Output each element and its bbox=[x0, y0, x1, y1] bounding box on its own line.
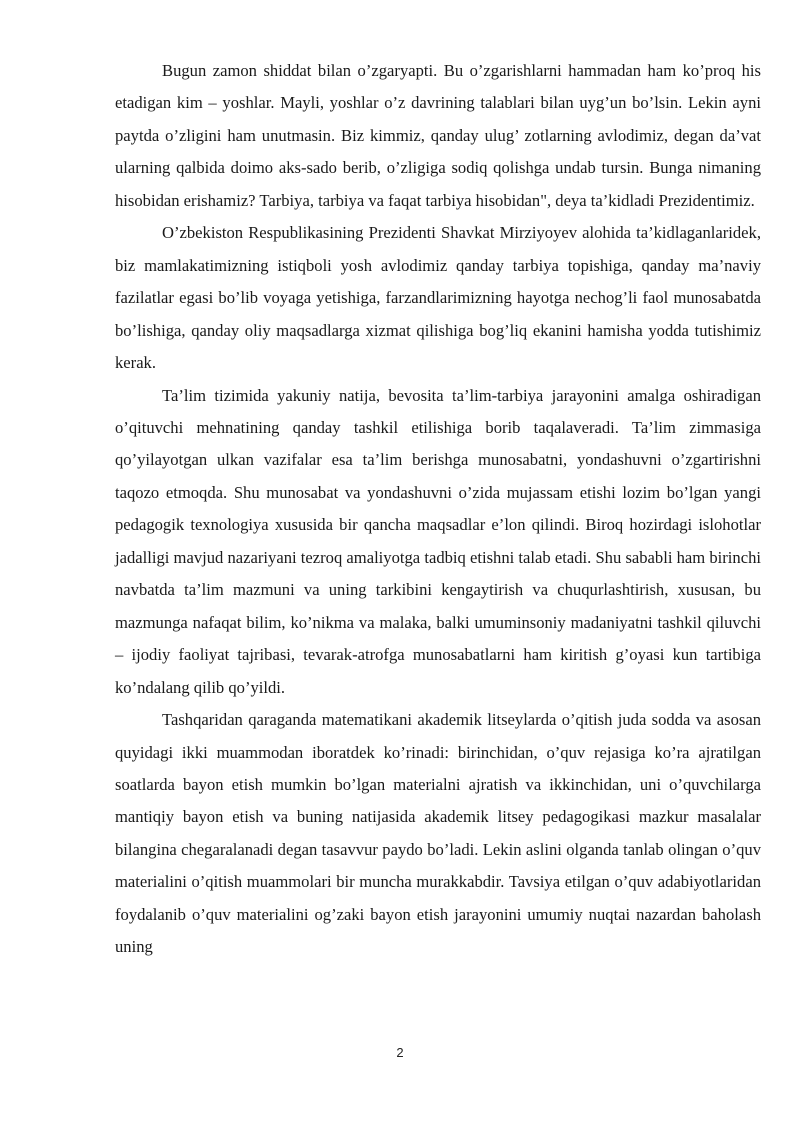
paragraph-3: Ta’lim tizimida yakuniy natija, bevosita ta’lim-tarbiya jarayonini amalga oshiradigan o’qituvchi mehnatining qanday tashkil etilishiga borib taqalaveradi. Ta’lim zimmasiga qo’yilayotgan ulkan vazifalar esa ta’lim berishga munosabatni, yondashuvni o’zgartirishni taqozo etmoqda. Shu munosabat va yondashuvni o’zida mujassam etishi lozim bo’lgan yangi pedagogik texnologiya xususida bir qancha maqsadlar e’lon qilindi. Biroq hozirdagi islohotlar jadalligi mavjud nazariyani tezroq amaliyotga tadbiq etishni talab etadi. Shu sababli ham birinchi navbatda ta’lim mazmuni va uning tarkibini kengaytirish va chuqurlashtirish, xususan, bu mazmunga nafaqat bilim, ko’nikma va malaka, balki umuminsoniy madaniyatni tashkil qiluvchi – ijodiy faoliyat tajribasi, tevarak-atrofga munosabatlarni ham kiritish g’oyasi kun tartibiga ko’ndalang qilib qo’yildi. bbox=[115, 385, 761, 697]
paragraph-4: Tashqaridan qaraganda matematikani akademik litseylarda o’qitish juda sodda va asosan quyidagi ikki muammodan iboratdek ko’rinadi: birinchidan, o’quv rejasiga ko’ra ajratilgan soatlarda bayon etish mumkin bo’lgan materialni ajratish va ikkinchidan, uni o’quvchilarga mantiqiy bayon etish va buning natijasida akademik litsey pedagogikasi mazkur masalalar bilangina chegaralanadi degan tasavvur paydo bo’ladi. Lekin aslini olganda tanlab olingan o’quv materialini o’qitish muammolari bir muncha murakkabdir. Tavsiya etilgan o’quv adabiyotlaridan foydalanib o’quv materialini og’zaki bayon etish jarayonini umumiy nuqtai nazardan baholash uning bbox=[115, 710, 761, 957]
paragraph-2: O’zbekiston Respublikasining Prezidenti Shavkat Mirziyoyev alohida ta’kidlaganlaridek, biz mamlakatimizning istiqboli yosh avlodimiz qanday tarbiya topishiga, qanday ma’naviy fazilatlar egasi bo’lib voyaga yetishiga, farzandlarimizning hayotga nechog’li faol munosabatda bo’lishiga, qanday oliy maqsadlarga xizmat qilishiga bog’liq ekanini hamisha yodda tutishimiz kerak. bbox=[115, 223, 761, 373]
paragraph-1: Bugun zamon shiddat bilan o’zgaryapti. Bu o’zgarishlarni hammadan ham ko’proq his etadigan kim – yoshlar. Mayli, yoshlar o’z davrining talablari bilan uyg’un bo’lsin. Lekin ayni paytda o’zligini ham unutmasin. Biz kimmiz, qanday ulug’ zotlarning avlodimiz, degan da’vat ularning qalbida doimo aks-sado berib, o’zligiga sodiq qolishga undab tursin. Bunga nimaning hisobidan erishamiz? Tarbiya, tarbiya va faqat tarbiya hisobidan", deya ta’kidladi Prezidentimiz. bbox=[115, 61, 761, 210]
page-number: 2 bbox=[396, 1045, 404, 1060]
body-text bbox=[115, 55, 761, 964]
